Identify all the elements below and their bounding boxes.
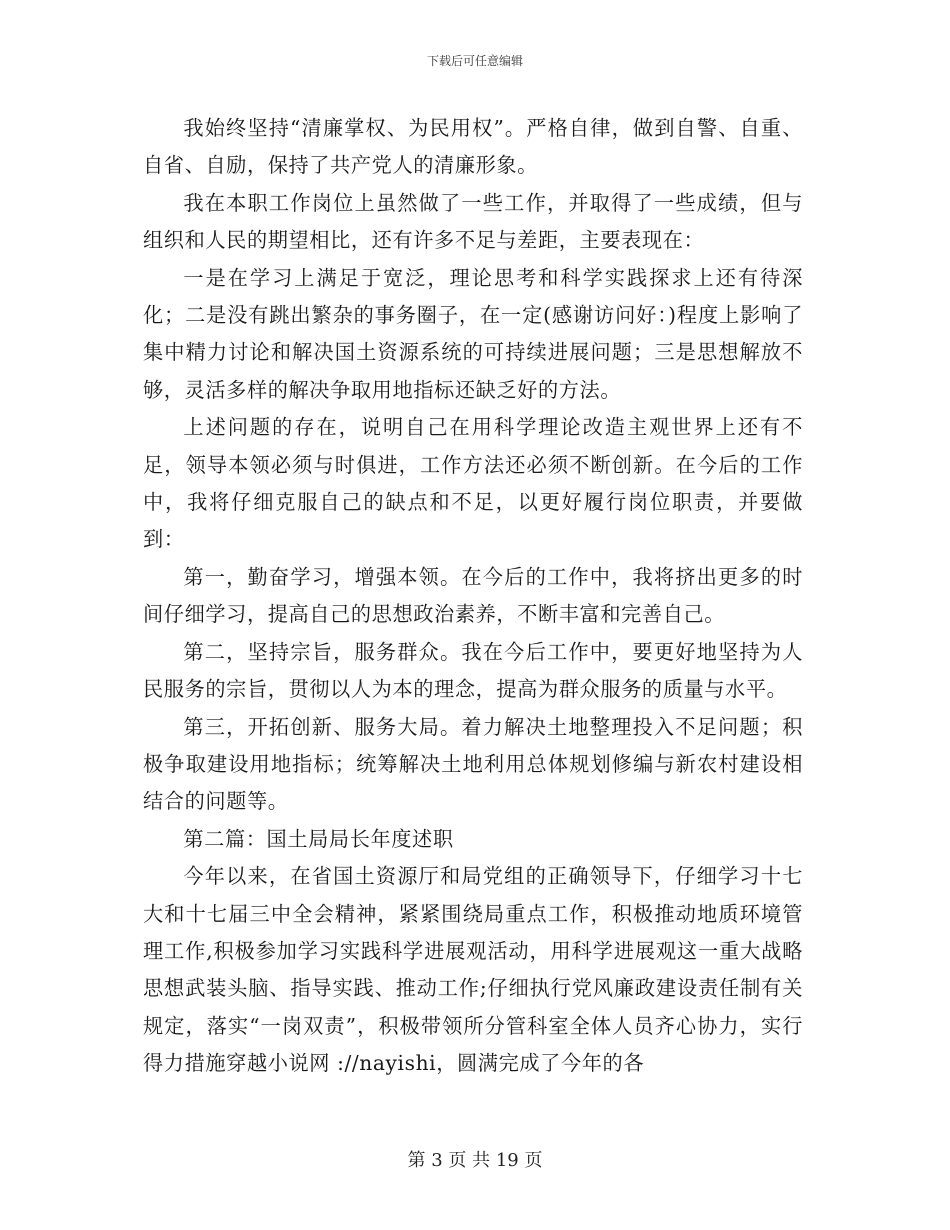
paragraph-6: 第二，坚持宗旨，服务群众。我在今后工作中，要更好地坚持为人民服务的宗旨，贯彻以人为本的理念，提高为群众服务的质量与水平。 — [143, 639, 803, 702]
paragraph-5: 第一，勤奋学习，增强本领。在今后的工作中，我将挤出更多的时间仔细学习，提高自己的思想政治素养，不断丰富和完善自己。 — [143, 564, 803, 627]
section-heading: 第二篇：国土局局长年度述职 — [183, 826, 454, 851]
paragraph-9: 今年以来，在省国土资源厅和局党组的正确领导下，仔细学习十七大和十七届三中全会精神，紧紧围绕局重点工作，积极推动地质环境管理工作,积极参加学习实践科学进展观活动，用科学进展观这一重大战略思想武装头脑、指导实践、推动工作;仔细执行党风廉政建设责任制有关规定，落实“一岗双责”，积极带领所分管科室全体人员齐心协力，实行得力措施穿越小说网 ://nayishi，圆满完成了今年的各 — [143, 864, 803, 1076]
document-body — [143, 110, 803, 1083]
paragraph-1: 我始终坚持“清廉掌权、为民用权”。严格自律，做到自警、自重、自省、自励，保持了共产党人的清廉形象。 — [143, 116, 803, 178]
paragraph-3: 一是在学习上满足于宽泛，理论思考和科学实践探求上还有待深化；二是没有跳出繁杂的事务圈子，在一定(感谢访问好：)程度上影响了集中精力讨论和解决国土资源系统的可持续进展问题；三是思想解放不够，灵活多样的解决争取用地指标还缺乏好的方法。 — [143, 265, 803, 402]
paragraph-7: 第三，开拓创新、服务大局。着力解决土地整理投入不足问题；积极争取建设用地指标；统筹解决土地利用总体规划修编与新农村建设相结合的问题等。 — [143, 714, 803, 814]
paragraph-2: 我在本职工作岗位上虽然做了一些工作，并取得了一些成绩，但与组织和人民的期望相比，还有许多不足与差距，主要表现在： — [143, 190, 803, 253]
paragraph-4: 上述问题的存在，说明自己在用科学理论改造主观世界上还有不足，领导本领必须与时俱进，工作方法还必须不断创新。在今后的工作中，我将仔细克服自己的缺点和不足，以更好履行岗位职责，并要做到： — [143, 415, 803, 552]
page-header: 下载后可任意编辑 — [426, 54, 523, 68]
page-number: 第 3 页 共 19 页 — [407, 1150, 543, 1171]
